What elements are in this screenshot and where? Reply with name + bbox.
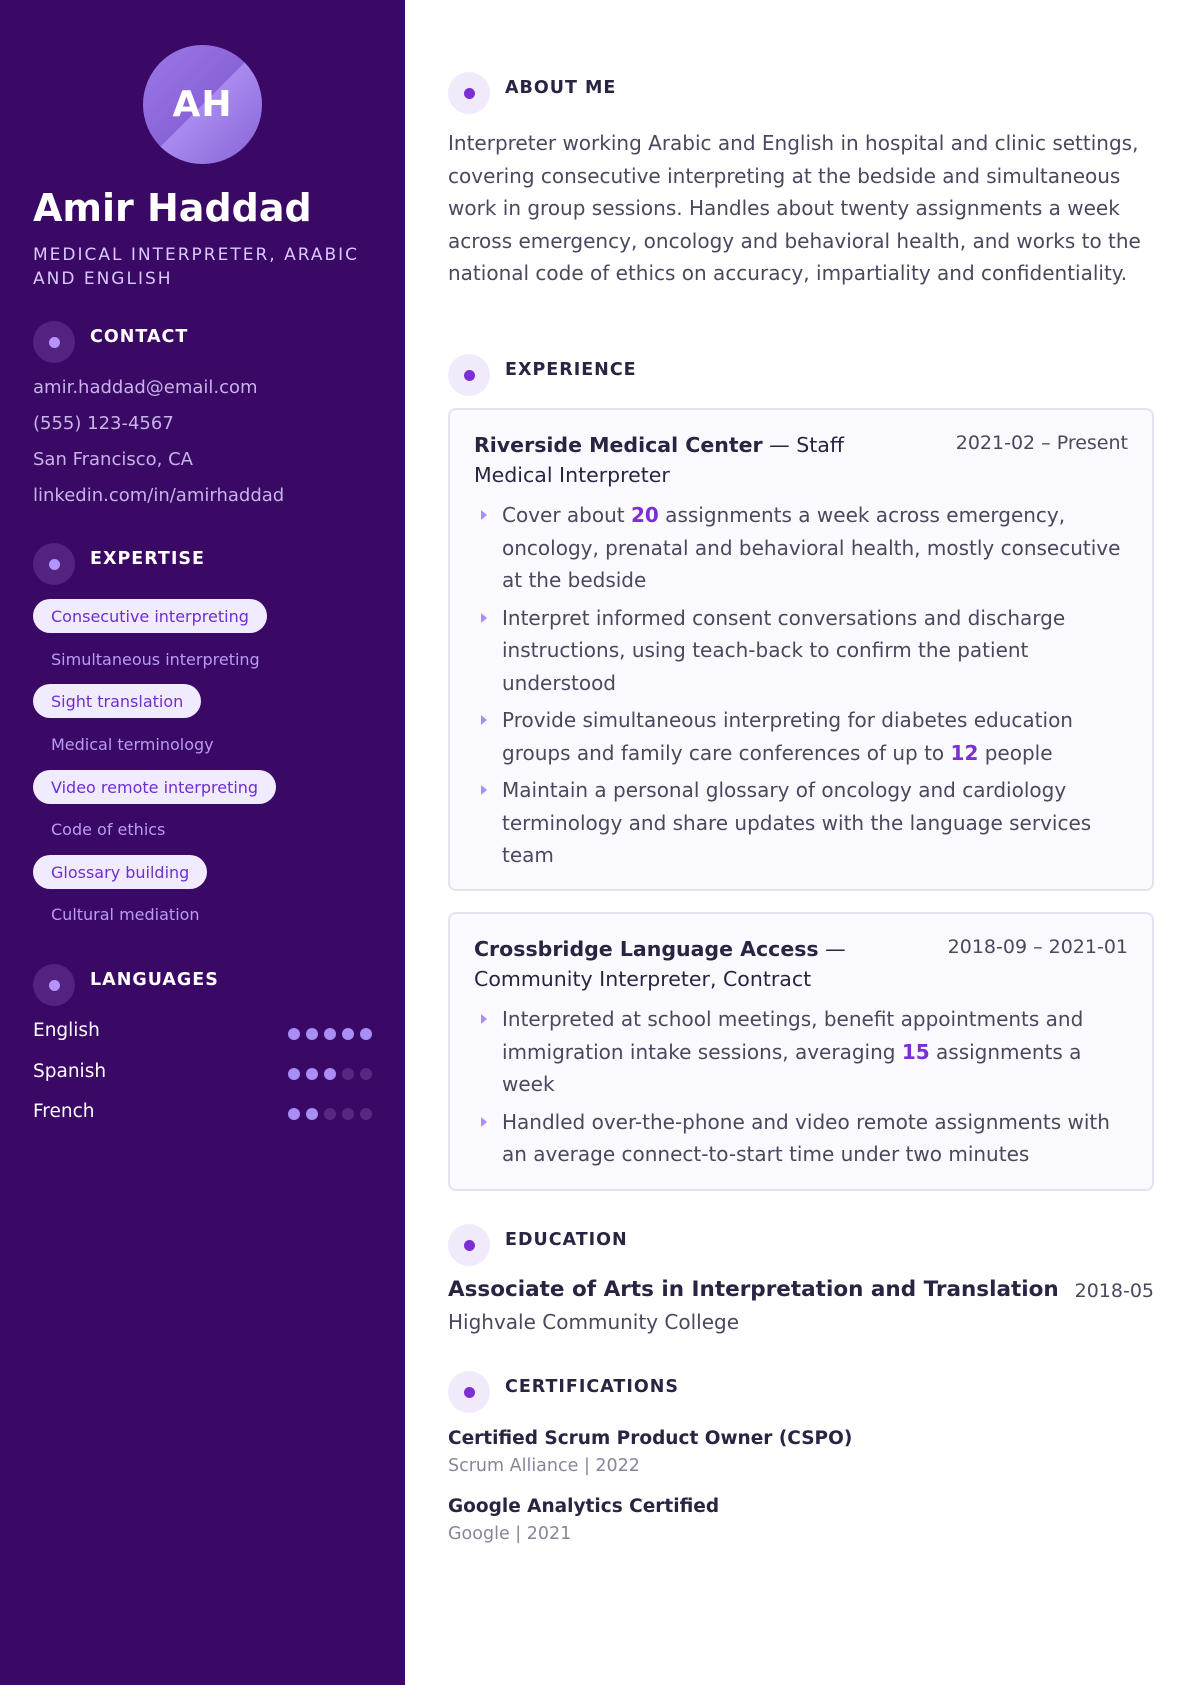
contact-linkedin[interactable]: linkedin.com/in/amirhaddad — [33, 485, 285, 506]
expertise-chip: Video remote interpreting — [33, 770, 276, 804]
language-level-dots — [288, 1068, 372, 1080]
level-dot-icon — [342, 1028, 354, 1040]
expertise-chip: Sight translation — [33, 684, 201, 718]
job-bullet: Interpreted at school meetings, benefit appointments and immigration intake sessions, averaging 15 assignments a week — [474, 1003, 1134, 1101]
expertise-chip: Cultural mediation — [51, 904, 200, 924]
expertise-chip: Glossary building — [33, 855, 207, 889]
languages-heading: LANGUAGES — [33, 964, 219, 1006]
language-name: English — [33, 1020, 100, 1041]
education-heading: EDUCATION — [448, 1224, 628, 1266]
level-dot-icon — [324, 1028, 336, 1040]
expertise-chip: Medical terminology — [51, 734, 214, 754]
job-bullet: Provide simultaneous interpreting for diabetes education groups and family care conferences of up to 12 people — [474, 704, 1134, 769]
certifications-heading: CERTIFICATIONS — [448, 1371, 679, 1413]
certification-title: Certified Scrum Product Owner (CSPO) — [448, 1428, 853, 1449]
level-dot-icon — [288, 1028, 300, 1040]
level-dot-icon — [288, 1108, 300, 1120]
level-dot-icon — [342, 1068, 354, 1080]
expertise-chip: Consecutive interpreting — [33, 599, 267, 633]
contact-email[interactable]: amir.haddad@email.com — [33, 377, 258, 398]
expertise-chip: Code of ethics — [51, 819, 166, 839]
candidate-name: Amir Haddad — [33, 186, 312, 230]
certification-meta: Scrum Alliance | 2022 — [448, 1456, 640, 1476]
job-dates: 2021-02 – Present — [955, 432, 1128, 454]
level-dot-icon — [342, 1108, 354, 1120]
section-dot-icon — [448, 1224, 490, 1266]
job-title: Riverside Medical Center — Staff Medical Interpreter — [474, 433, 844, 487]
about-text: Interpreter working Arabic and English in hospital and clinic settings, covering consecutive interpreting at the bedside and simultaneous work in group sessions. Handles about twenty assignments a week across emergency, oncology and behavioral health, and works to the national code of ethics on accuracy, impartiality and confidentiality. — [448, 131, 1141, 285]
section-dot-icon — [448, 1371, 490, 1413]
education-date: 2018-05 — [1074, 1280, 1154, 1302]
level-dot-icon — [360, 1028, 372, 1040]
section-dot-icon — [33, 964, 75, 1006]
job-title: Crossbridge Language Access — Community Interpreter, Contract — [474, 937, 846, 991]
level-dot-icon — [306, 1068, 318, 1080]
job-bullets — [474, 1003, 1134, 1176]
language-level-dots — [288, 1108, 372, 1120]
contact-heading: CONTACT — [33, 321, 188, 363]
candidate-role: MEDICAL INTERPRETER, ARABIC AND ENGLISH — [33, 245, 360, 289]
avatar — [143, 45, 262, 164]
job-bullet: Interpret informed consent conversations and discharge instructions, using teach-back to confirm the patient understood — [474, 602, 1134, 700]
job-bullet: Cover about 20 assignments a week across emergency, oncology, prenatal and behavioral health, mostly consecutive at the bedside — [474, 499, 1134, 597]
level-dot-icon — [324, 1108, 336, 1120]
job-bullets — [474, 499, 1134, 877]
avatar-initials: AH — [172, 84, 233, 125]
sidebar — [0, 0, 405, 1685]
expertise-chip: Simultaneous interpreting — [51, 649, 260, 669]
job-bullet: Handled over-the-phone and video remote assignments with an average connect-to-start time under two minutes — [474, 1106, 1134, 1171]
level-dot-icon — [306, 1028, 318, 1040]
level-dot-icon — [288, 1068, 300, 1080]
expertise-heading: EXPERTISE — [33, 543, 205, 585]
job-dates: 2018-09 – 2021-01 — [947, 936, 1128, 958]
experience-heading: EXPERIENCE — [448, 354, 637, 396]
level-dot-icon — [324, 1068, 336, 1080]
education-school: Highvale Community College — [448, 1310, 740, 1334]
section-dot-icon — [33, 543, 75, 585]
language-name: French — [33, 1101, 95, 1122]
certification-meta: Google | 2021 — [448, 1524, 572, 1544]
education-degree: Associate of Arts in Interpretation and Translation — [448, 1277, 1059, 1302]
section-dot-icon — [33, 321, 75, 363]
contact-phone: (555) 123-4567 — [33, 413, 174, 434]
contact-location: San Francisco, CA — [33, 449, 193, 470]
job-card — [448, 408, 1154, 891]
level-dot-icon — [306, 1108, 318, 1120]
section-dot-icon — [448, 72, 490, 114]
level-dot-icon — [360, 1108, 372, 1120]
job-card — [448, 912, 1154, 1191]
section-dot-icon — [448, 354, 490, 396]
language-level-dots — [288, 1028, 372, 1040]
language-name: Spanish — [33, 1061, 107, 1082]
job-bullet: Maintain a personal glossary of oncology and cardiology terminology and share updates with the language services team — [474, 774, 1134, 872]
about-heading: ABOUT ME — [448, 72, 616, 114]
certification-title: Google Analytics Certified — [448, 1496, 720, 1517]
level-dot-icon — [360, 1068, 372, 1080]
